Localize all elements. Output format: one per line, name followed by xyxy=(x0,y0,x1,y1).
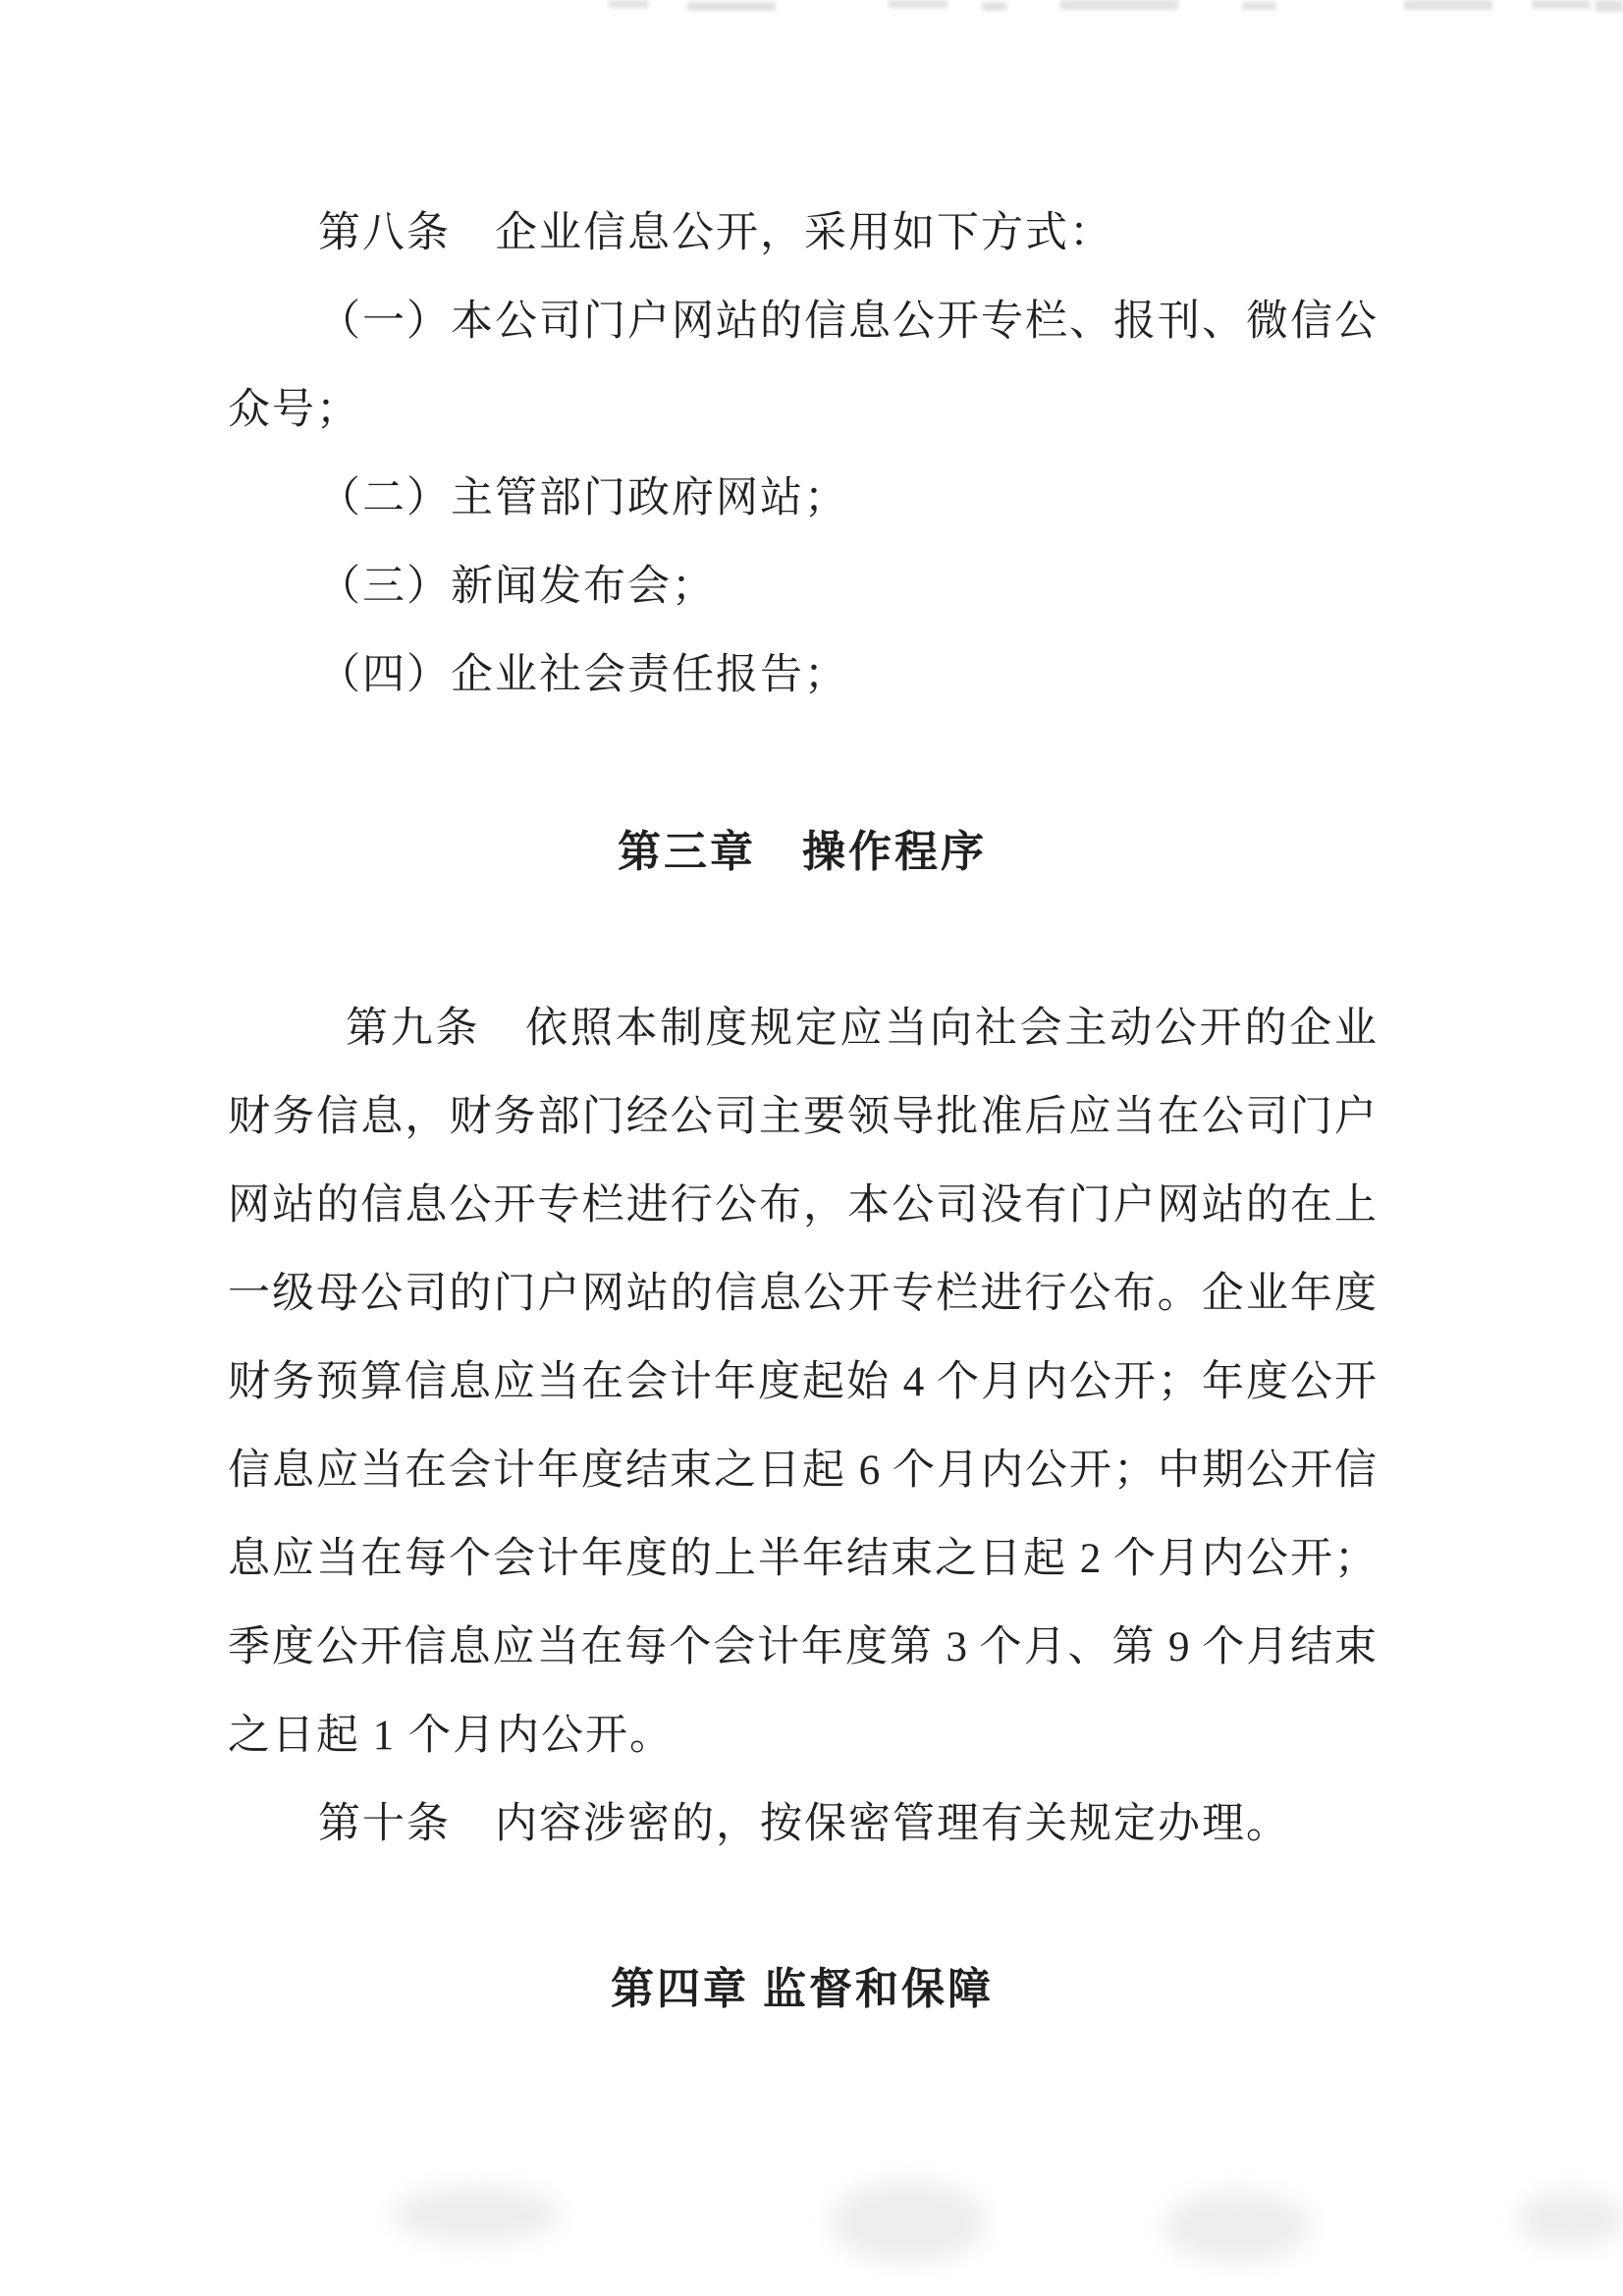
article-9-line-8: 季度公开信息应当在每个会计年度第 3 个月、第 9 个月结束 xyxy=(228,1624,1377,1670)
article-8-item-1-line-1: （一）本公司门户网站的信息公开专栏、报刊、微信公 xyxy=(318,299,1377,345)
scan-artifact xyxy=(609,0,648,8)
article-8-item-4: （四）企业社会责任报告； xyxy=(318,652,848,698)
article-9-line-5: 财务预算信息应当在会计年度起始 4 个月内公开；年度公开 xyxy=(228,1359,1377,1405)
scan-artifact xyxy=(982,2,1006,11)
smudge xyxy=(393,2185,560,2244)
article-9-line-4: 一级母公司的门户网站的信息公开专栏进行公布。企业年度 xyxy=(228,1271,1377,1317)
article-9 xyxy=(228,985,1377,1780)
smudge xyxy=(830,2180,987,2264)
article-9-line-2: 财务信息，财务部门经公司主要领导批准后应当在公司门户 xyxy=(228,1094,1377,1140)
scan-artifact xyxy=(1404,0,1492,10)
article-8 xyxy=(228,190,1377,720)
article-9-line-3: 网站的信息公开专栏进行公布，本公司没有门户网站的在上 xyxy=(228,1182,1377,1229)
scan-artifact xyxy=(1060,0,1178,10)
article-8-item-2: （二）主管部门政府网站； xyxy=(318,475,848,521)
scan-artifact xyxy=(1532,0,1591,9)
scan-artifact xyxy=(687,2,776,11)
scan-artifact xyxy=(1242,2,1276,10)
smudge xyxy=(1517,2190,1623,2249)
article-8-item-1-line-2: 众号； xyxy=(228,387,360,433)
article-9-line-1: 第九条 依照本制度规定应当向社会主动公开的企业 xyxy=(346,1006,1377,1052)
article-9-line-9: 之日起 1 个月内公开。 xyxy=(228,1713,674,1759)
smudge xyxy=(1163,2190,1311,2264)
scan-artifact xyxy=(1596,0,1623,12)
scan-artifact xyxy=(889,0,947,8)
chapter-4-heading: 第四章 监督和保障 xyxy=(611,1965,994,2013)
article-8-item-3: （三）新闻发布会； xyxy=(318,564,716,610)
article-9-line-7: 息应当在每个会计年度的上半年结束之日起 2 个月内公开； xyxy=(228,1536,1377,1582)
chapter-3-heading: 第三章 操作程序 xyxy=(618,828,987,876)
article-8-opening: 第八条 企业信息公开，采用如下方式： xyxy=(318,210,1113,256)
article-9-line-6: 信息应当在会计年度结束之日起 6 个月内公开；中期公开信 xyxy=(228,1448,1377,1494)
document-body xyxy=(228,190,1377,2034)
article-10: 第十条 内容涉密的，按保密管理有关规定办理。 xyxy=(318,1801,1290,1847)
